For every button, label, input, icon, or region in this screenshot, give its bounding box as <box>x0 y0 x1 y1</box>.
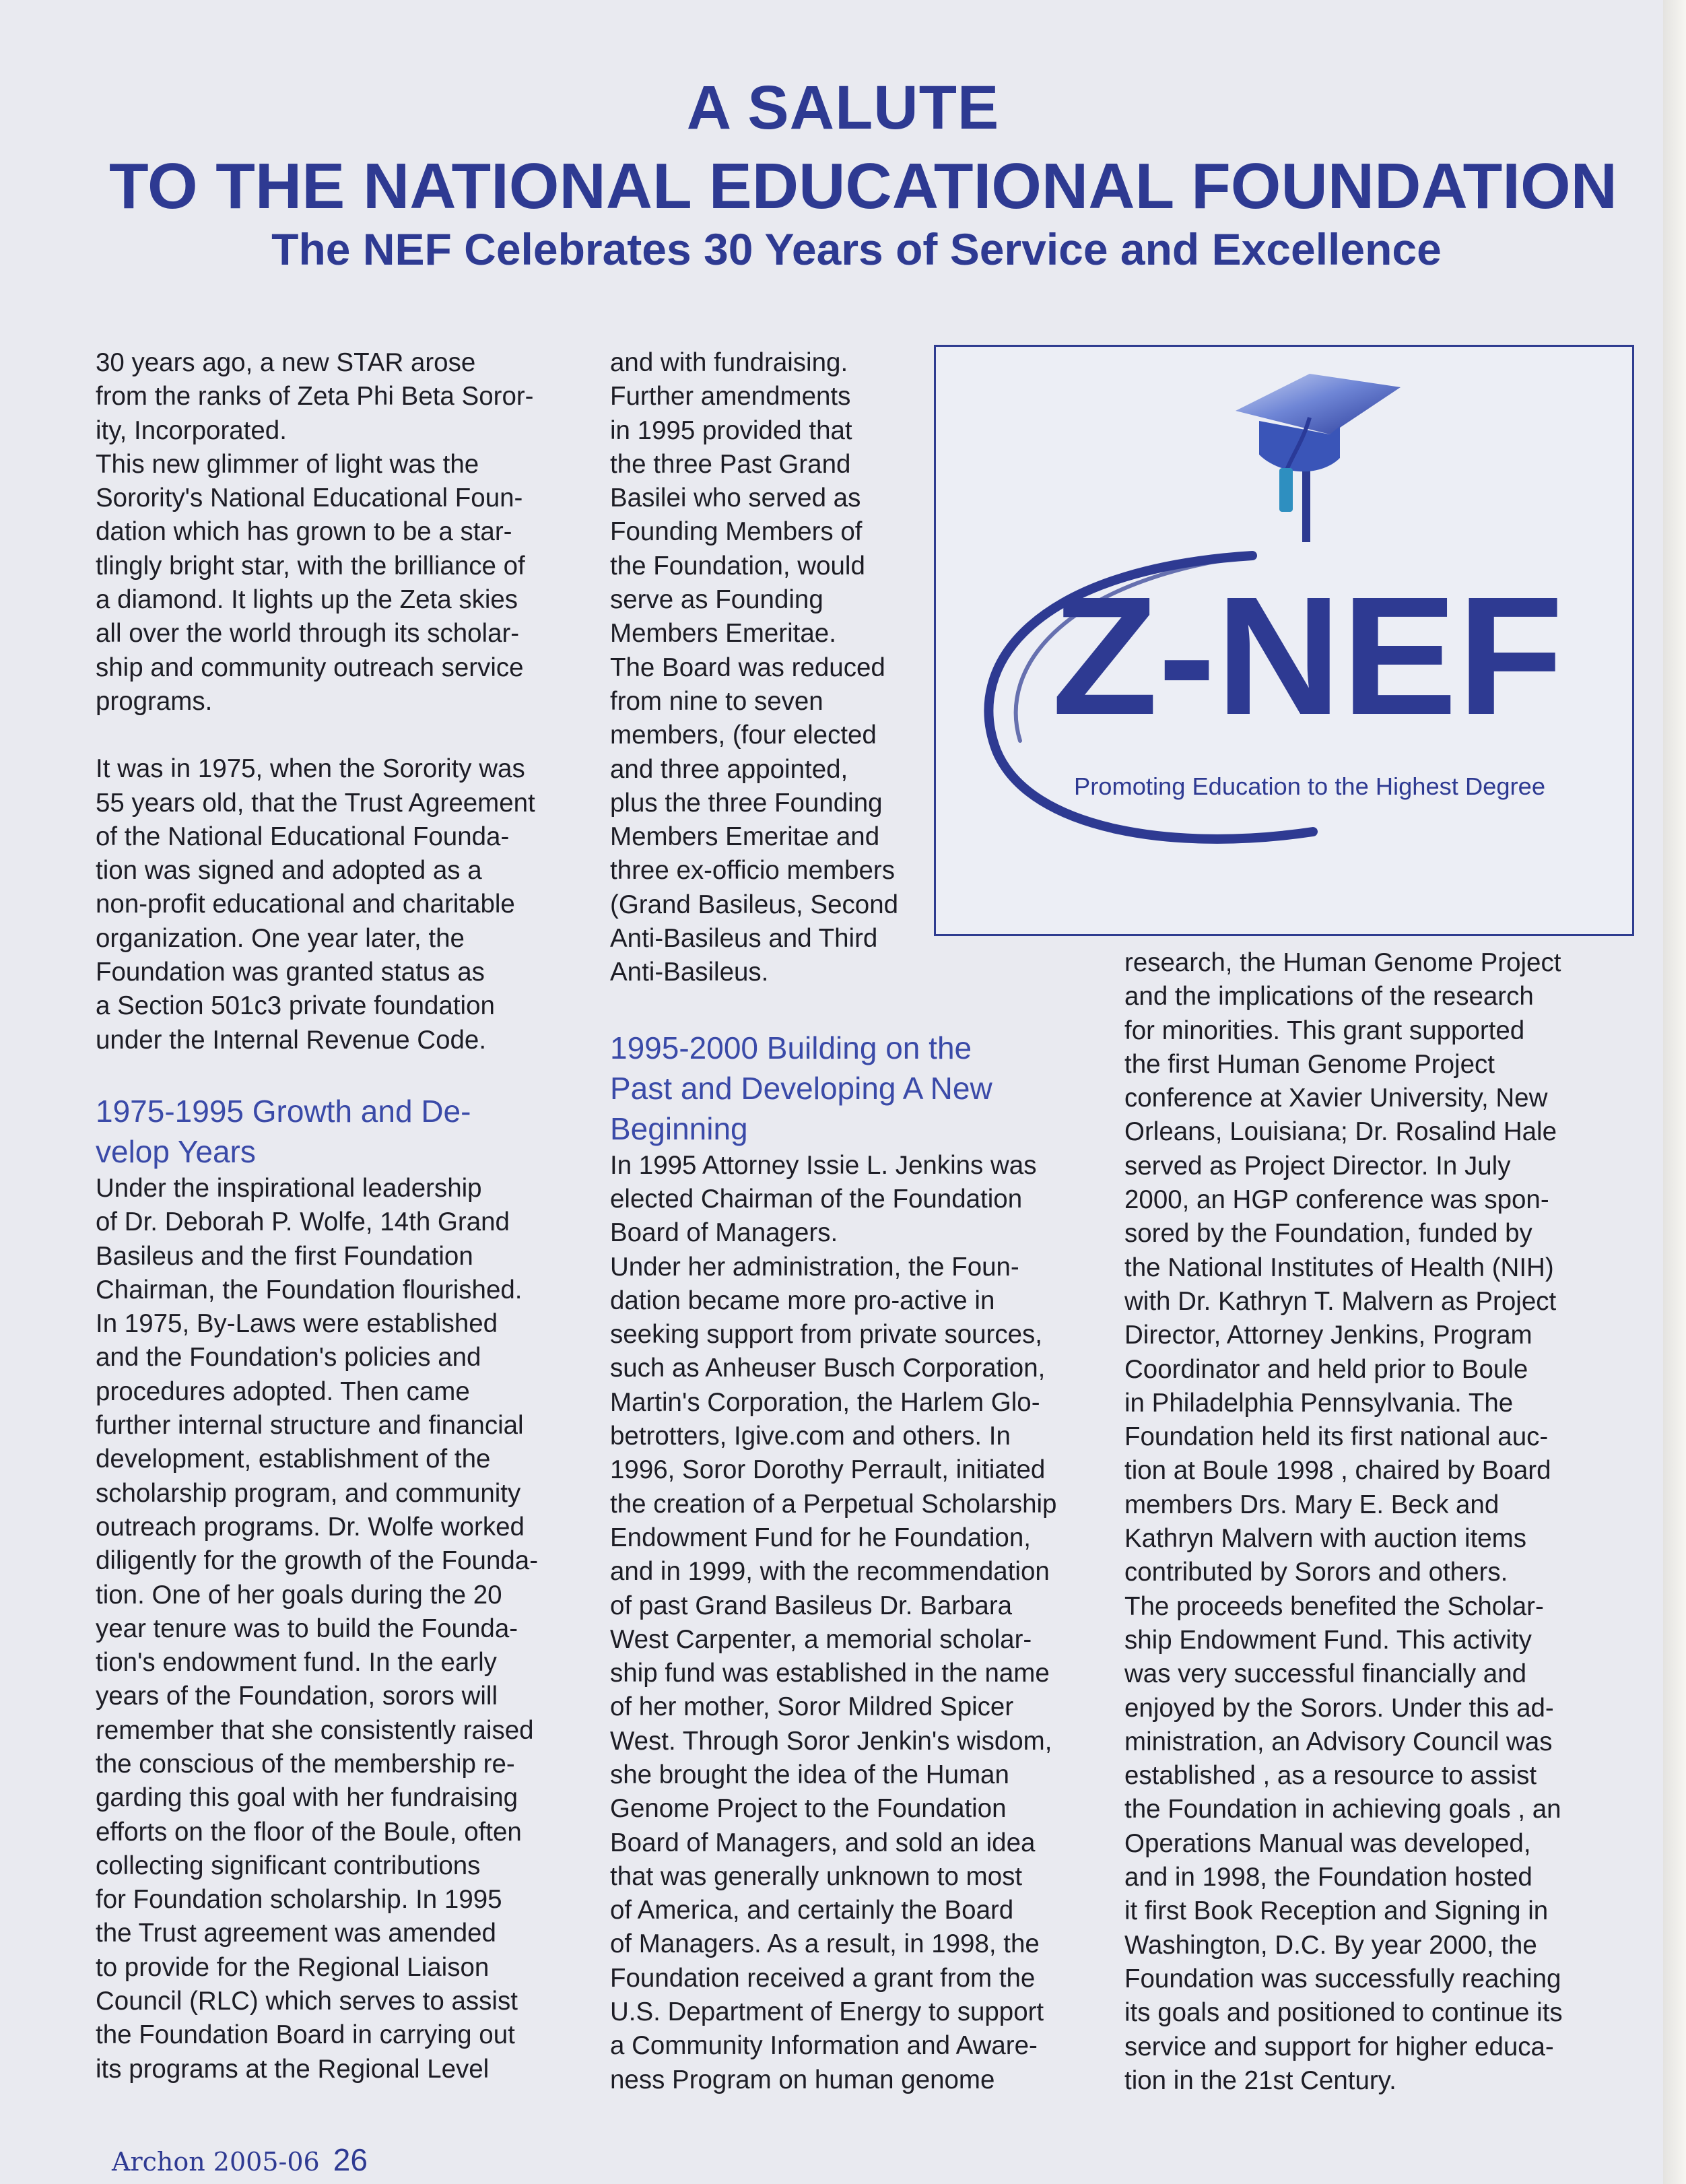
page-footer <box>112 2142 368 2178</box>
section-heading: 1995-2000 Building on the Past and Developing A New Beginning <box>610 1030 992 1146</box>
logo-tagline: Promoting Education to the Highest Degree <box>1074 772 1545 800</box>
paragraph: Under her administration, the Foun- dation became more pro-active in seeking support from private sources, such as Anheuser Busch Corporation, Martin's Corporation, the Harlem Glo- betrotters, Igive.com and others. In 1996, Soror Dorothy Perrault, initiated the creation of a Perpetual Scholarship Endowment Fund for he Foundation, and in 1999, with the recommendation of past Grand Basileus Dr. Barbara West Carpenter, a memorial scholar- ship fund was established in the name of her mother, Soror Mildred Spicer West. Through Soror Jenkin's wisdom, she brought the idea of the Human Genome Project to the Foundation Board of Managers, and sold an idea that was generally unknown to most of America, and certainly the Board of Managers. As a result, in 1998, the Foundation received a grant from the U.S. Department of Energy to support a Community Information and Aware- ness Program on human genome <box>610 1252 1057 2094</box>
publication-name: Archon 2005-06 <box>112 2147 320 2177</box>
logo-mark: Z-NEF <box>1052 562 1563 750</box>
page-subtitle: The NEF Celebrates 30 Years of Service and Excellence <box>271 224 1442 274</box>
paragraph: This new glimmer of light was the Sorority's National Educational Foun- dation which has grown to be a star- tlingly bright star, with the brilliance of a diamond. It lights up the Zeta skies all over the world through its scholar- ship and community outreach service programs. <box>96 449 525 716</box>
section-heading: 1975-1995 Growth and De- velop Years <box>96 1093 471 1169</box>
graduation-cap-icon <box>1236 374 1401 512</box>
paragraph: It was in 1975, when the Sorority was 55 years old, that the Trust Agreement of the National Educational Founda- tion was signed and adopted as a non-profit educational and charitable organization. One year later, the Foundation was granted status as a Section 501c3 private foundation under the Internal Revenue Code. <box>96 754 535 1055</box>
znef-logo-box <box>934 345 1634 936</box>
paragraph: The Board was reduced from nine to seven members, (four elected and three appointed, plus the three Founding Members Emeritae and three ex-officio members (Grand Basileus, Second Anti-Basileus and Third Anti-Basileus. <box>610 653 899 987</box>
page-edge <box>1663 0 1686 2184</box>
article-column-3 <box>1124 946 1636 2098</box>
page-title: A SALUTE <box>686 73 1000 142</box>
paragraph: research, the Human Genome Project and the implications of the research for minorities. This grant supported the first Human Genome Project conference at Xavier University, New Orleans, Louisiana; Dr. Rosalind Hale served as Project Director. In July 2000, an HGP conference was spon- sored by the Foundation, funded by the National Institutes of Health (NIH) with Dr. Kathryn T. Malvern as Project Director, Attorney Jenkins, Program Coordinator and held prior to Boule in Philadelphia Pennsylvania. The Foundation held its first national auc- tion at Boule 1998 , chaired by Board members Drs. Mary E. Beck and Kathryn Malvern with auction items contributed by Sorors and others. <box>1124 948 1561 1587</box>
paragraph: 30 years ago, a new STAR arose from the ranks of Zeta Phi Beta Soror- ity, Incorporated. <box>96 348 534 445</box>
page-title-line2: TO THE NATIONAL EDUCATIONAL FOUNDATION <box>109 150 1617 222</box>
paragraph: and with fundraising. Further amendments in 1995 provided that the three Past Grand Basilei who served as Founding Members of the Foundation, would serve as Founding Members Emeritae. <box>610 348 865 649</box>
znef-logo <box>936 347 1632 934</box>
article-column-1 <box>96 346 594 2086</box>
paragraph: Under the inspirational leadership of Dr. Deborah P. Wolfe, 14th Grand Basileus and the first Foundation Chairman, the Foundation flourished. In 1975, By-Laws were established and the Foundation's policies and procedures adopted. Then came further internal structure and financial development, establishment of the scholarship program, and community outreach programs. Dr. Wolfe worked diligently for the growth of the Founda- tion. One of her goals during the 20 year tenure was to build the Founda- tion's endowment fund. In the early years of the Foundation, sorors will remember that she consistently raised the conscious of the membership re- garding this goal with her fundraising efforts on the floor of the Boule, often collecting significant contributions for Foundation scholarship. In 1995 the Trust agreement was amended to provide for the Regional Liaison Council (RLC) which serves to assist the Foundation Board in carrying out its programs at the Regional Level <box>96 1173 539 2084</box>
page-number: 26 <box>333 2142 368 2177</box>
paragraph: The proceeds benefited the Scholar- ship Endowment Fund. This activity was very successful financially and enjoyed by the Sorors. Under this ad- ministration, an Advisory Council was established , as a resource to assist the Foundation in achieving goals , an Operations Manual was developed, and in 1998, the Foundation hosted it first Book Reception and Signing in Washington, D.C. By year 2000, the Foundation was successfully reaching its goals and positioned to continue its service and support for higher educa- tion in the 21st Century. <box>1124 1591 1563 2095</box>
paragraph: In 1995 Attorney Issie L. Jenkins was elected Chairman of the Foundation Board of Managers. <box>610 1150 1037 1248</box>
